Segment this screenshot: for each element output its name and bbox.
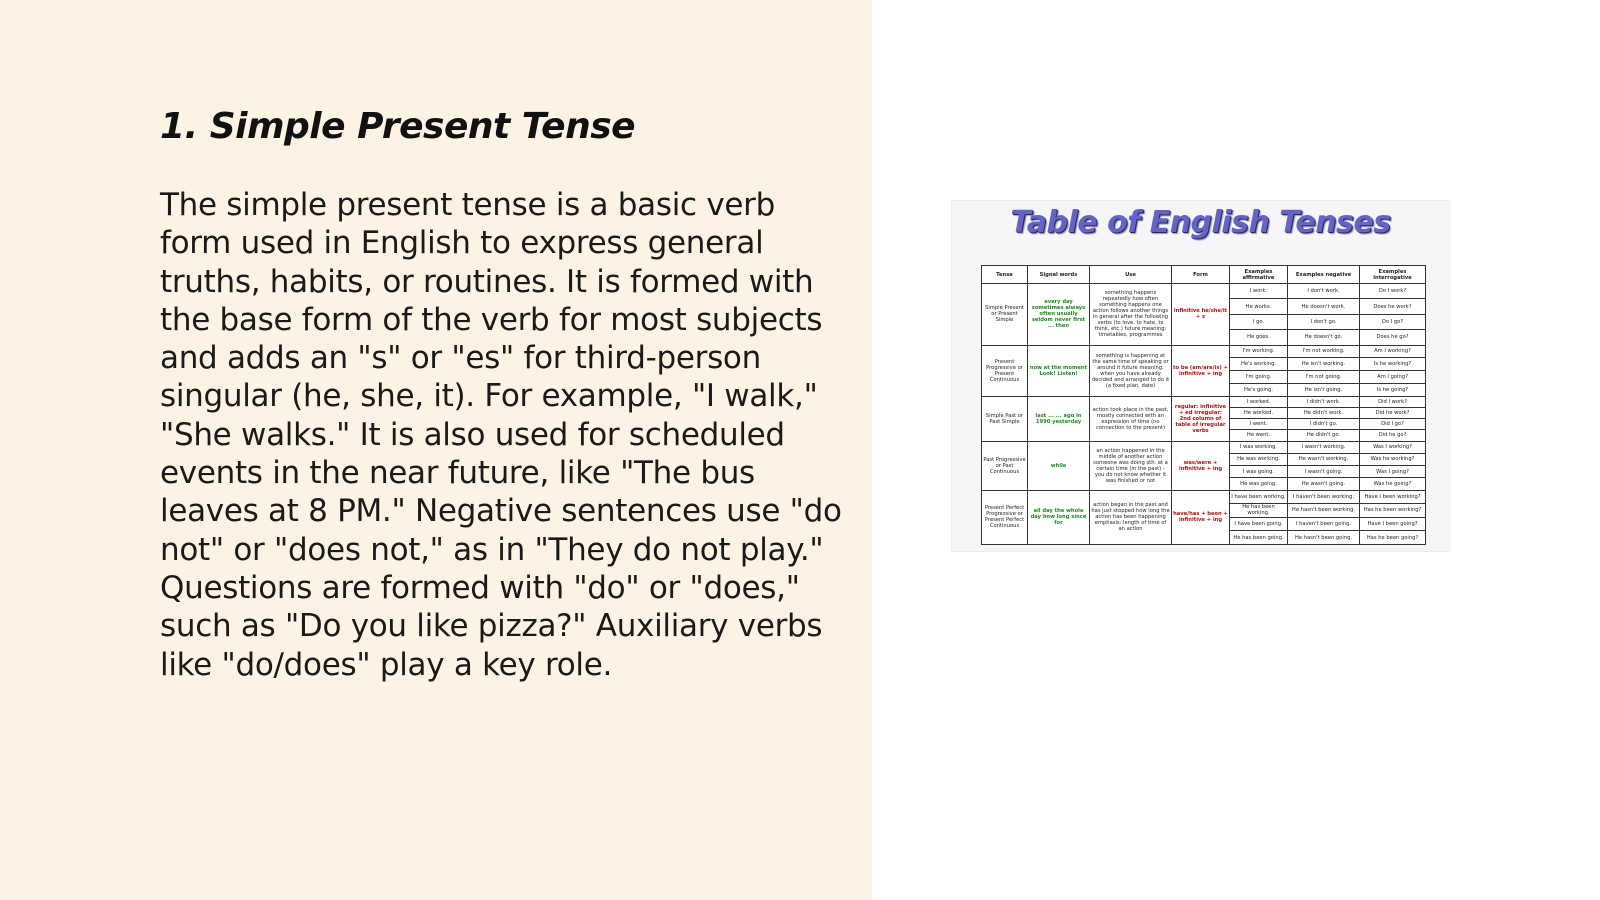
example-interrogative-cell: Was I working? bbox=[1360, 441, 1426, 453]
example-affirmative-cell: He's working. bbox=[1230, 358, 1288, 371]
table-row bbox=[982, 284, 1426, 299]
form-cell: to be (am/are/is) + infinitive + ing bbox=[1172, 345, 1230, 396]
tenses-table-image bbox=[951, 200, 1450, 552]
example-affirmative-cell: He's going. bbox=[1230, 383, 1288, 396]
example-affirmative-cell: He was working. bbox=[1230, 453, 1288, 465]
table-row bbox=[982, 441, 1426, 453]
tense-cell: Past Progressive or Past Continuous bbox=[982, 441, 1028, 490]
example-negative-cell: He doesn't go. bbox=[1288, 330, 1360, 345]
example-interrogative-cell: Have I been working? bbox=[1360, 490, 1426, 504]
tense-cell: Present Progressive or Present Continuous bbox=[982, 345, 1028, 396]
example-negative-cell: I don't work. bbox=[1288, 284, 1360, 299]
use-cell: action took place in the past, mostly connected with an expression of time (no connection to the present) bbox=[1090, 396, 1172, 441]
example-interrogative-cell: Was he working? bbox=[1360, 453, 1426, 465]
example-negative-cell: I'm not working. bbox=[1288, 345, 1360, 358]
example-affirmative-cell: He has been working. bbox=[1230, 504, 1288, 518]
signal-words-cell: last ... ... ago in 1990 yesterday bbox=[1028, 396, 1090, 441]
signal-words-cell: now at the moment Look! Listen! bbox=[1028, 345, 1090, 396]
signal-words-cell: all day the whole day how long since for bbox=[1028, 490, 1090, 544]
example-negative-cell: He isn't going. bbox=[1288, 383, 1360, 396]
example-affirmative-cell: He goes. bbox=[1230, 330, 1288, 345]
table-header-row bbox=[982, 266, 1426, 284]
column-header: Form bbox=[1172, 266, 1230, 284]
example-negative-cell: I wasn't going. bbox=[1288, 466, 1360, 478]
tenses-table bbox=[981, 265, 1426, 545]
example-interrogative-cell: Do I go? bbox=[1360, 314, 1426, 329]
example-affirmative-cell: I was going. bbox=[1230, 466, 1288, 478]
example-affirmative-cell: He works. bbox=[1230, 299, 1288, 314]
example-interrogative-cell: Did I work? bbox=[1360, 396, 1426, 407]
use-cell: something is happening at the same time of speaking or around it future meaning: when you have already decided and arranged to do it (a fixed plan, date) bbox=[1090, 345, 1172, 396]
example-affirmative-cell: I'm going. bbox=[1230, 371, 1288, 384]
example-negative-cell: He doesn't work. bbox=[1288, 299, 1360, 314]
example-interrogative-cell: Was I going? bbox=[1360, 466, 1426, 478]
example-interrogative-cell: Am I working? bbox=[1360, 345, 1426, 358]
signal-words-cell: every day sometimes always often usually seldom never first ... then bbox=[1028, 284, 1090, 346]
example-interrogative-cell: Does he work? bbox=[1360, 299, 1426, 314]
form-cell: was/were + infinitive + ing bbox=[1172, 441, 1230, 490]
use-cell: something happens repeatedly how often something happens one action follows another things in general after the following verbs (to love, to hate, to think, etc.) future meaning: timetables, programmes bbox=[1090, 284, 1172, 346]
example-negative-cell: He didn't work. bbox=[1288, 407, 1360, 418]
example-interrogative-cell: Have I been going? bbox=[1360, 517, 1426, 531]
example-affirmative-cell: I'm working. bbox=[1230, 345, 1288, 358]
use-cell: an action happened in the middle of another action someone was doing sth. at a certain time (in the past) - you do not know whether it was finished or not bbox=[1090, 441, 1172, 490]
table-row bbox=[982, 490, 1426, 504]
example-negative-cell: I didn't go. bbox=[1288, 419, 1360, 430]
example-negative-cell: I haven't been going. bbox=[1288, 517, 1360, 531]
example-interrogative-cell: Did he go? bbox=[1360, 430, 1426, 441]
table-row bbox=[982, 396, 1426, 407]
example-affirmative-cell: I was working. bbox=[1230, 441, 1288, 453]
example-affirmative-cell: I go. bbox=[1230, 314, 1288, 329]
example-interrogative-cell: Has he been going? bbox=[1360, 531, 1426, 545]
slide-body-text: The simple present tense is a basic verb form used in English to express general truths, habits, or routines. It is formed with the base form of the verb for most subjects and adds an "s" or "es" for third-person singular (he, she, it). For example, "I walk," "She walks." It is also used for scheduled events in the near future, like "The bus leaves at 8 PM." Negative sentences use "do not" or "does not," as in "They do not play." Questions are formed with "do" or "does," such as "Do you like pizza?" Auxiliary verbs like "do/does" play a key role. bbox=[160, 187, 842, 683]
table-row bbox=[982, 345, 1426, 358]
example-negative-cell: He didn't go. bbox=[1288, 430, 1360, 441]
column-header: Signal words bbox=[1028, 266, 1090, 284]
tense-cell: Simple Past or Past Simple bbox=[982, 396, 1028, 441]
example-affirmative-cell: He went. bbox=[1230, 430, 1288, 441]
example-interrogative-cell: Am I going? bbox=[1360, 371, 1426, 384]
example-negative-cell: I haven't been working. bbox=[1288, 490, 1360, 504]
column-header: Examples negative bbox=[1288, 266, 1360, 284]
example-affirmative-cell: He was going. bbox=[1230, 478, 1288, 490]
tense-cell: Simple Present or Present Simple bbox=[982, 284, 1028, 346]
example-affirmative-cell: I worked. bbox=[1230, 396, 1288, 407]
example-interrogative-cell: Is he working? bbox=[1360, 358, 1426, 371]
example-negative-cell: I didn't work. bbox=[1288, 396, 1360, 407]
example-interrogative-cell: Did I go? bbox=[1360, 419, 1426, 430]
figure-title: Table of English Tenses bbox=[1010, 205, 1391, 240]
example-affirmative-cell: I went. bbox=[1230, 419, 1288, 430]
example-affirmative-cell: He has been going. bbox=[1230, 531, 1288, 545]
example-negative-cell: He wasn't working. bbox=[1288, 453, 1360, 465]
example-negative-cell: He wasn't going. bbox=[1288, 478, 1360, 490]
example-interrogative-cell: Is he going? bbox=[1360, 383, 1426, 396]
example-affirmative-cell: I have been going. bbox=[1230, 517, 1288, 531]
use-cell: action began in the past and has just stopped how long the action has been happening emphasis: length of time of an action bbox=[1090, 490, 1172, 544]
form-cell: regular: infinitive + ed irregular: 2nd column of table of irregular verbs bbox=[1172, 396, 1230, 441]
form-cell: have/has + been + infinitive + ing bbox=[1172, 490, 1230, 544]
example-negative-cell: He hasn't been going. bbox=[1288, 531, 1360, 545]
example-negative-cell: I'm not going. bbox=[1288, 371, 1360, 384]
example-negative-cell: He hasn't been working. bbox=[1288, 504, 1360, 518]
example-interrogative-cell: Do I work? bbox=[1360, 284, 1426, 299]
example-affirmative-cell: He worked. bbox=[1230, 407, 1288, 418]
example-affirmative-cell: I have been working. bbox=[1230, 490, 1288, 504]
example-negative-cell: I don't go. bbox=[1288, 314, 1360, 329]
example-interrogative-cell: Did he work? bbox=[1360, 407, 1426, 418]
column-header: Use bbox=[1090, 266, 1172, 284]
column-header: Examples interrogative bbox=[1360, 266, 1426, 284]
tense-cell: Present Perfect Progressive or Present Perfect Continuous bbox=[982, 490, 1028, 544]
example-interrogative-cell: Does he go? bbox=[1360, 330, 1426, 345]
column-header: Tense bbox=[982, 266, 1028, 284]
example-negative-cell: He isn't working. bbox=[1288, 358, 1360, 371]
column-header: Examples affirmative bbox=[1230, 266, 1288, 284]
slide-heading: 1. Simple Present Tense bbox=[160, 106, 636, 147]
example-affirmative-cell: I work. bbox=[1230, 284, 1288, 299]
example-negative-cell: I wasn't working. bbox=[1288, 441, 1360, 453]
signal-words-cell: while bbox=[1028, 441, 1090, 490]
form-cell: infinitive he/she/it + s bbox=[1172, 284, 1230, 346]
example-interrogative-cell: Was he going? bbox=[1360, 478, 1426, 490]
example-interrogative-cell: Has he been working? bbox=[1360, 504, 1426, 518]
